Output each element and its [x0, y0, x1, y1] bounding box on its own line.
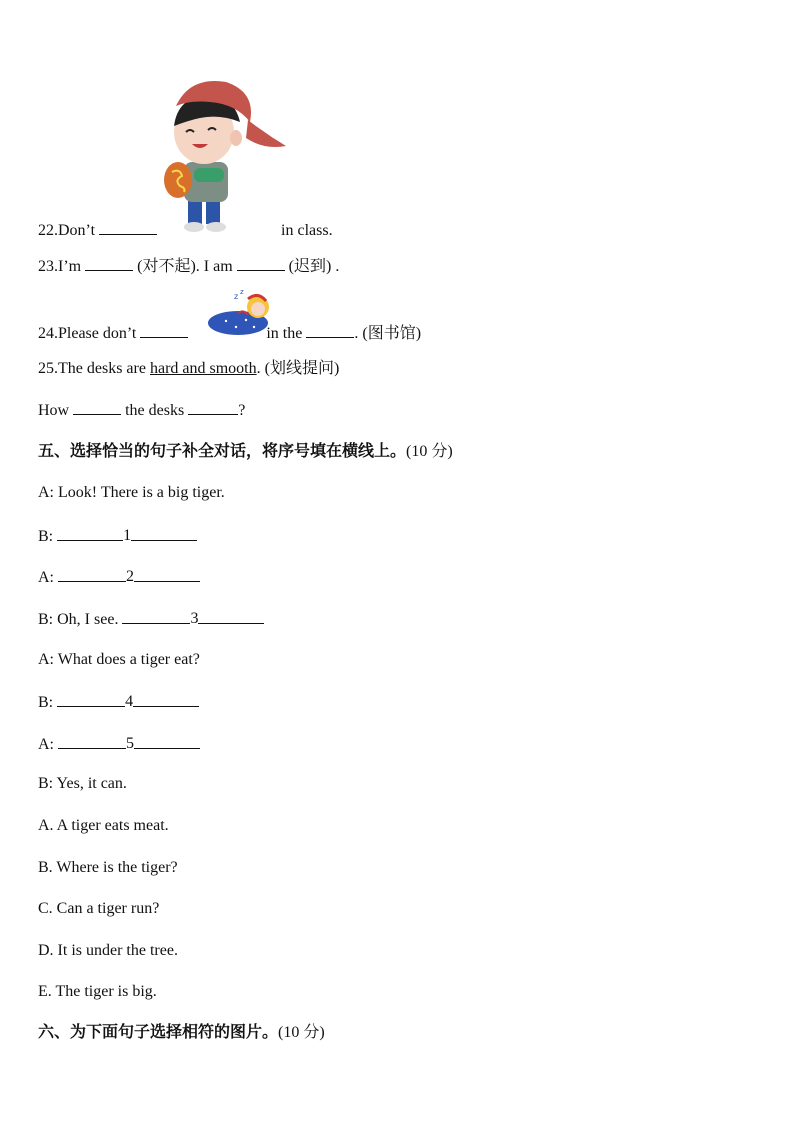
q24-middle: in the — [266, 325, 303, 342]
q25-prefix: 25.The desks are — [38, 360, 146, 377]
section-6-title: 六、为下面句子选择相符的图片。 — [38, 1022, 279, 1041]
dialogue-text: Yes, it can. — [56, 775, 127, 792]
section-5-heading — [38, 441, 453, 462]
svg-text:z: z — [234, 292, 239, 301]
q25b-blank-1[interactable] — [73, 400, 121, 415]
answer-blank-3[interactable] — [198, 608, 264, 624]
option-c: C. Can a tiger run? — [38, 900, 160, 917]
option-a: A. A tiger eats meat. — [38, 817, 169, 834]
q24-blank-1[interactable] — [140, 323, 188, 338]
section-5-title: 五、选择恰当的句子补全对话，将序号填在横线上。 — [38, 441, 407, 460]
answer-blank-4[interactable] — [133, 691, 199, 707]
speaker-label: B: — [38, 528, 54, 545]
question-23 — [38, 256, 339, 277]
dialogue-line-6 — [38, 691, 199, 713]
q25-hint: . (划线提问) — [256, 360, 340, 377]
q22-suffix: in class. — [281, 222, 333, 239]
q25b-part2: the desks — [125, 402, 185, 419]
answer-blank-5[interactable] — [134, 733, 200, 749]
dialogue-line-2 — [38, 525, 197, 547]
blank-number: 2 — [126, 568, 134, 585]
speaker-label: A: — [38, 484, 54, 501]
q25b-part1: How — [38, 402, 70, 419]
answer-blank-1[interactable] — [131, 525, 197, 541]
q24-blank-2[interactable] — [306, 323, 354, 338]
question-25 — [38, 359, 339, 379]
q22-blank[interactable] — [99, 220, 157, 235]
dialogue-line-5 — [38, 650, 200, 670]
dialogue-line-4 — [38, 608, 264, 630]
q23-prefix: 23.I’m — [38, 258, 82, 275]
dialogue-line-3 — [38, 566, 200, 588]
dialogue-text: Look! There is a big tiger. — [58, 484, 225, 501]
dialogue-text: What does a tiger eat? — [57, 651, 200, 668]
blank-number: 5 — [126, 735, 134, 752]
blank-number: 4 — [125, 693, 134, 710]
question-25-rewrite — [38, 400, 245, 421]
answer-blank-2[interactable] — [134, 566, 200, 582]
question-24 — [38, 323, 421, 344]
svg-text:z: z — [240, 288, 244, 296]
question-22 — [38, 220, 333, 241]
speaker-label: A: — [38, 569, 54, 586]
dialogue-line-7 — [38, 733, 200, 755]
dialogue-text: Oh, I see. — [57, 611, 119, 628]
speaker-label: B: — [38, 611, 54, 628]
speaker-label: B: — [38, 694, 54, 711]
blank-number: 1 — [123, 527, 132, 544]
q23-hint-2: (迟到) . — [288, 258, 340, 275]
dialogue-line-1 — [38, 483, 225, 503]
section-6-score: (10 分) — [278, 1024, 325, 1041]
q25-underlined: hard and smooth — [149, 360, 257, 377]
speaker-label: A: — [38, 736, 54, 753]
q24-hint: . (图书馆) — [354, 325, 422, 342]
blank-number: 3 — [190, 610, 199, 627]
q25b-end: ? — [238, 402, 246, 419]
option-d: D. It is under the tree. — [38, 942, 178, 959]
option-b: B. Where is the tiger? — [38, 859, 178, 876]
speaker-label: A: — [38, 651, 54, 668]
q25b-blank-2[interactable] — [188, 400, 238, 415]
speaker-label: B: — [38, 775, 54, 792]
dialogue-line-8 — [38, 774, 127, 794]
section-5-score: (10 分) — [406, 443, 453, 460]
q23-hint-1: (对不起). I am — [137, 258, 233, 275]
q24-prefix: 24.Please don’t — [38, 325, 137, 342]
q23-blank-2[interactable] — [237, 256, 285, 271]
boy-eating-illustration — [160, 76, 290, 236]
q22-prefix: 22.Don’t — [38, 222, 96, 239]
section-6-heading — [38, 1022, 325, 1043]
option-e: E. The tiger is big. — [38, 983, 157, 1000]
q23-blank-1[interactable] — [85, 256, 133, 271]
